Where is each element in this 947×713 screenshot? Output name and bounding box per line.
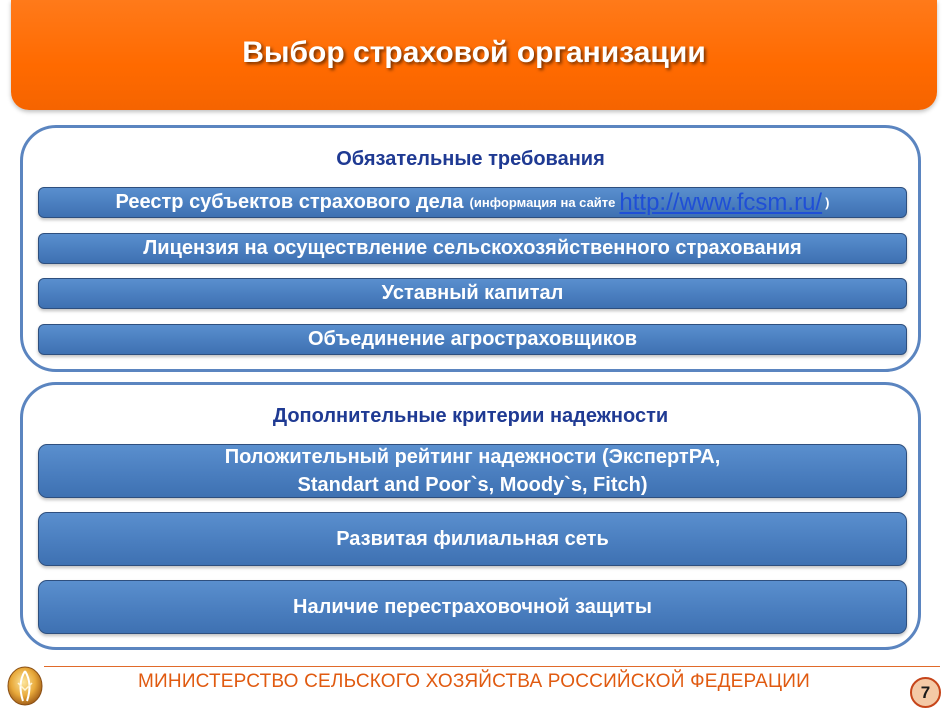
additional-heading: Дополнительные критерии надежности <box>272 405 669 427</box>
criterion-branch-network <box>38 512 907 566</box>
criterion-rating-line2: Standart and Poor`s, Moody`s, Fitch) <box>297 474 648 496</box>
additional-criteria-panel <box>20 382 921 650</box>
footer-divider <box>44 666 940 667</box>
requirement-association-label: Объединение агростраховщиков <box>307 328 638 350</box>
criterion-rating <box>38 444 907 498</box>
page-number: 7 <box>920 682 931 702</box>
requirement-association <box>38 324 907 355</box>
criterion-reinsurance-label: Наличие перестраховочной защиты <box>293 596 652 618</box>
requirement-capital-label: Уставный капитал <box>381 282 564 304</box>
requirement-license <box>38 233 907 264</box>
fcsm-link[interactable]: http://www.fcsm.ru/ <box>619 188 823 216</box>
requirement-license-label: Лицензия на осуществление сельскохозяйственного страхования <box>143 237 802 259</box>
registry-note-open: (информация на сайте <box>469 195 616 210</box>
criterion-branch-network-label: Развитая филиальная сеть <box>336 528 609 550</box>
criterion-reinsurance <box>38 580 907 634</box>
title-banner <box>11 0 937 110</box>
footer-ministry-name: МИНИСТЕРСТВО СЕЛЬСКОГО ХОЗЯЙСТВА РОССИЙСКОЙ ФЕДЕРАЦИИ <box>138 671 810 692</box>
ministry-emblem-icon <box>6 663 44 707</box>
requirement-registry-label: Реестр субъектов страхового дела <box>115 191 464 213</box>
mandatory-heading: Обязательные требования <box>336 148 605 170</box>
mandatory-requirements-panel <box>20 125 921 372</box>
slide-title: Выбор страховой организации <box>242 36 706 69</box>
registry-note-close: ) <box>825 195 830 210</box>
requirement-capital <box>38 278 907 309</box>
criterion-rating-line1: Положительный рейтинг надежности (ЭкспертРА, <box>224 446 721 468</box>
page-number-badge <box>910 677 941 708</box>
requirement-registry <box>38 187 907 218</box>
